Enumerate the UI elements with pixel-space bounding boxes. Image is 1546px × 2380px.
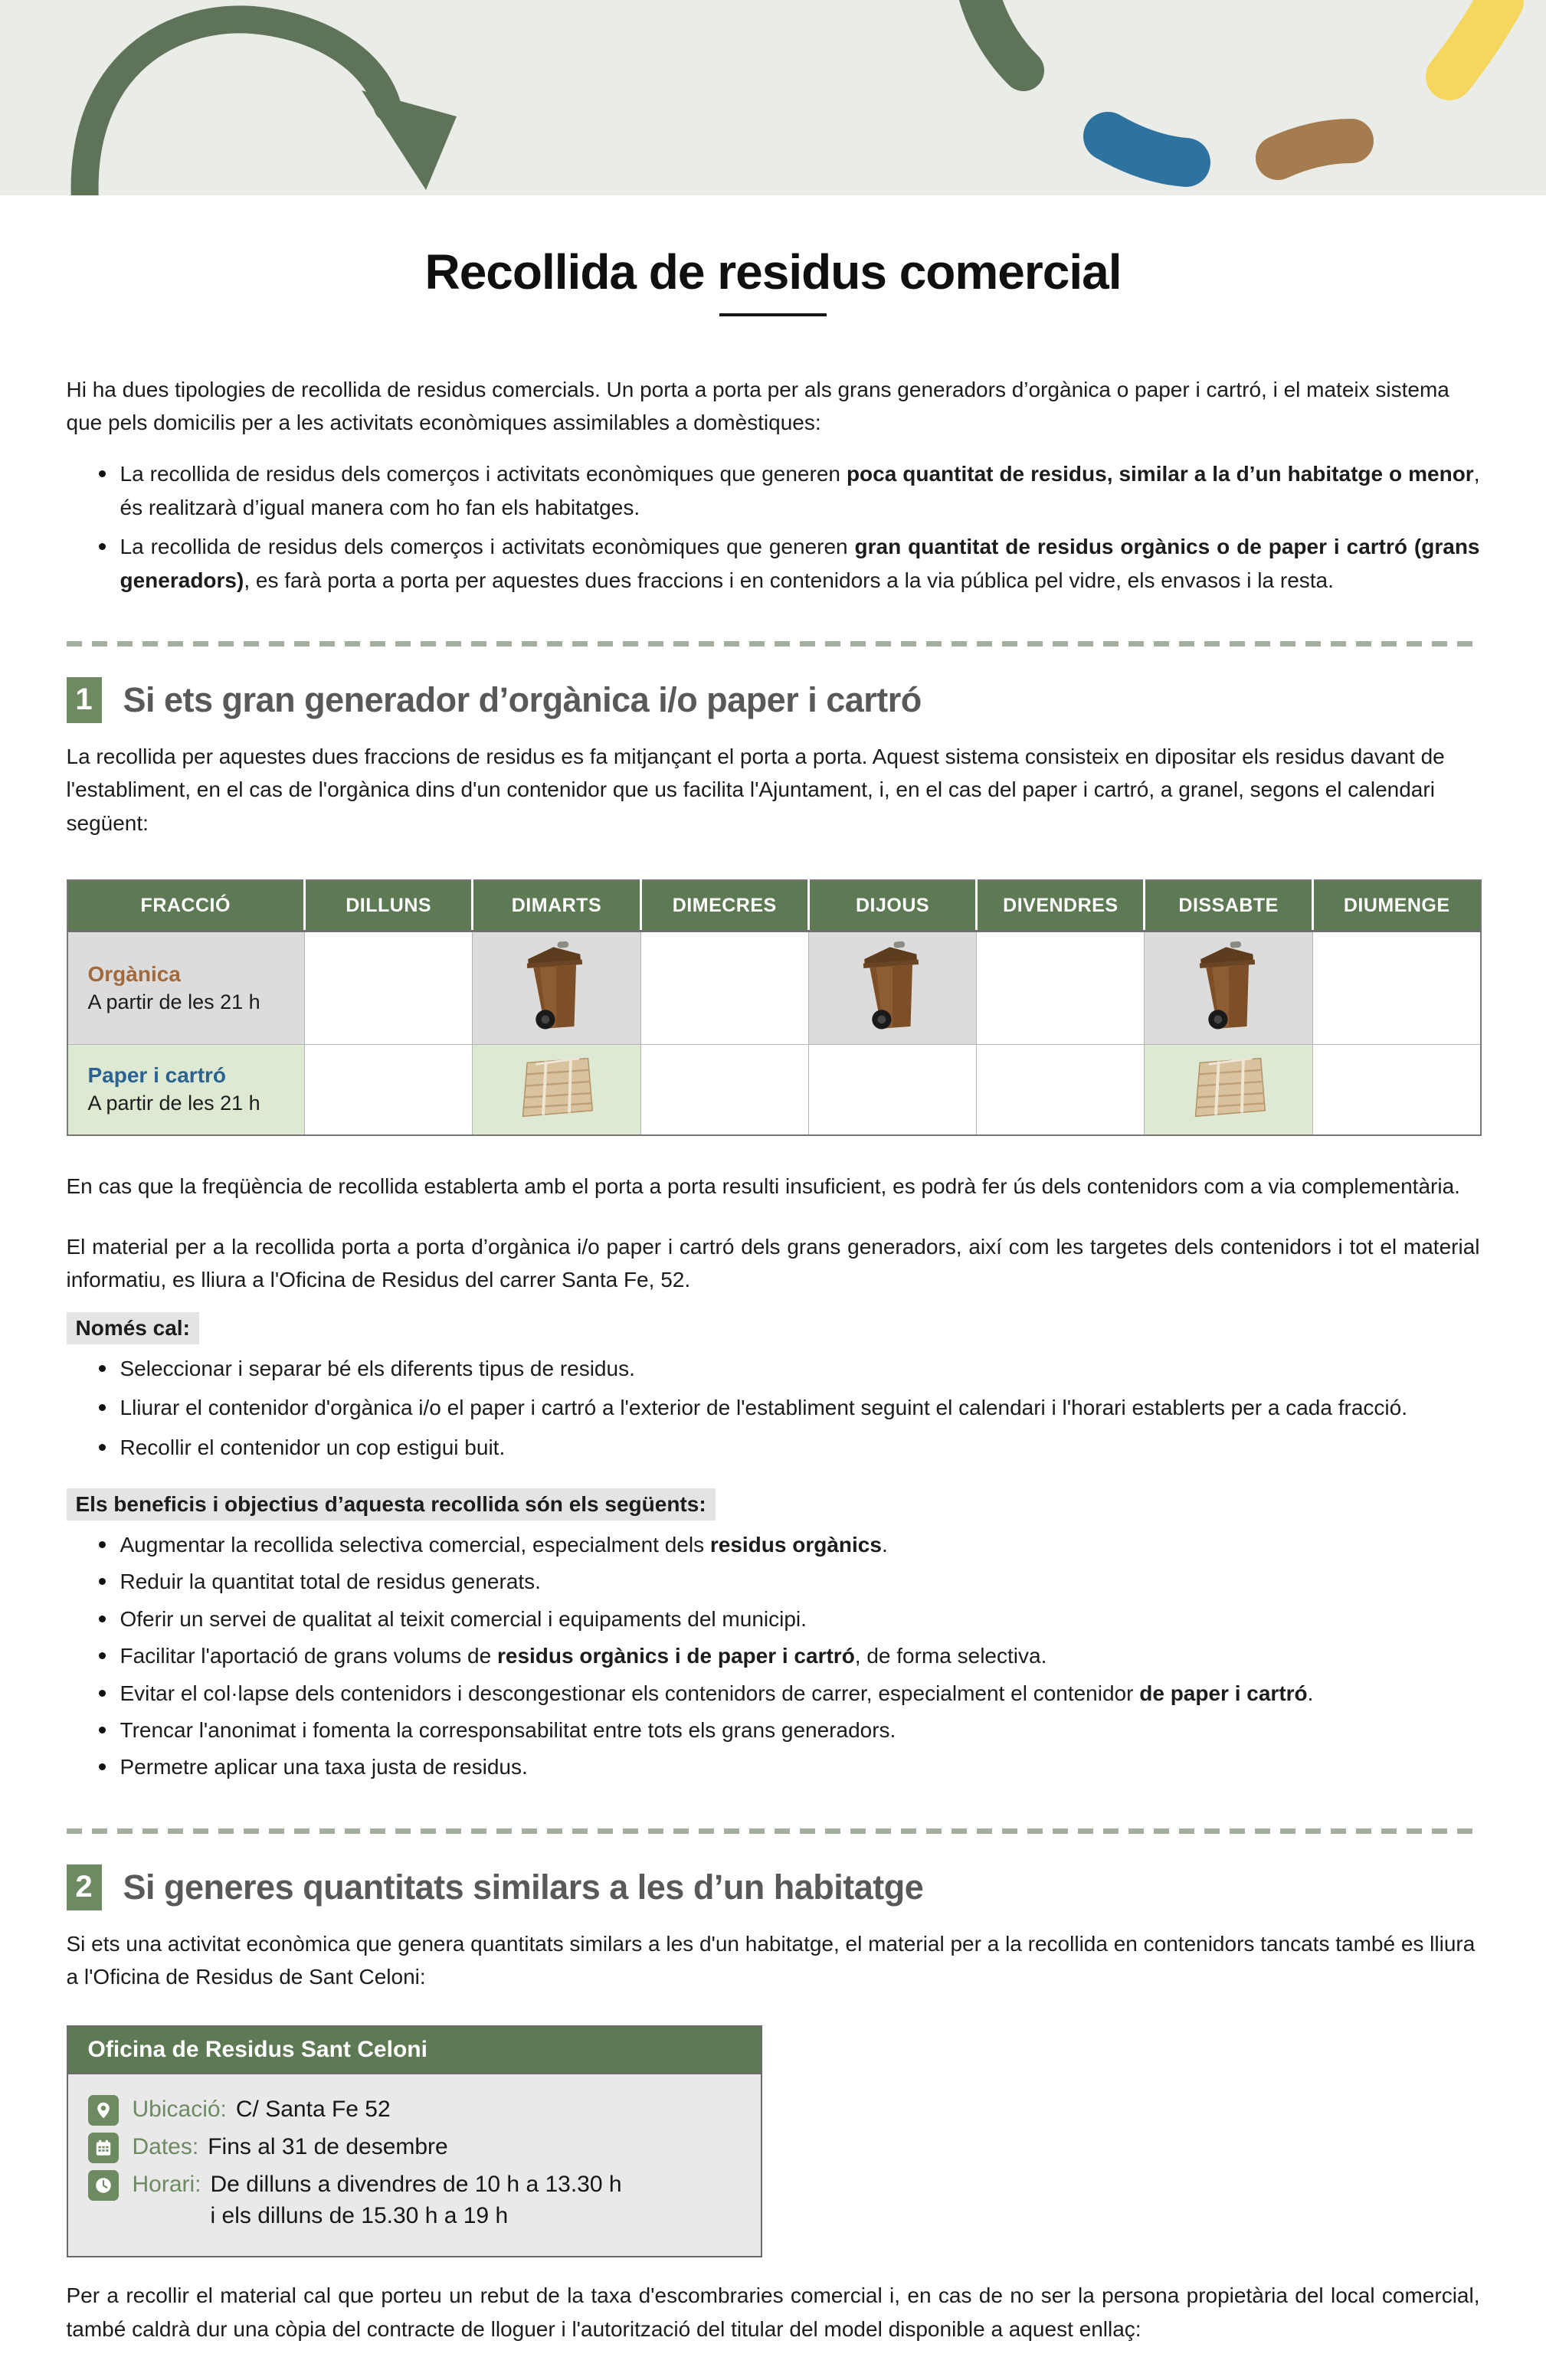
calendar-row: [67, 1045, 1481, 1135]
empty-day-cell: [305, 1045, 473, 1135]
calendar-header-cell: DILLUNS: [305, 880, 473, 931]
outro-paragraph: Per a recollir el material cal que porteu un rebut de la taxa d'escombraries comercial i, en cas de no ser la persona propietària del local comercial, també caldrà dur una còpia del contracte de lloguer i l'autorització del titular del model disponible a aquest enllaç:: [66, 2283, 1480, 2341]
list-item: Recollir el contenidor un cop estigui buit.: [97, 1431, 1480, 1464]
decorative-hero-banner: [0, 0, 1546, 195]
office-card: [67, 2025, 762, 2257]
calendar-header-cell: DISSABTE: [1145, 880, 1312, 931]
collection-day-cell: [1145, 1045, 1312, 1135]
list-item: Augmentar la recollida selectiva comercial, especialment dels residus orgànics.: [97, 1528, 1480, 1561]
empty-day-cell: [977, 1045, 1145, 1135]
empty-day-cell: [305, 931, 473, 1045]
empty-day-cell: [977, 931, 1145, 1045]
office-card-title: Oficina de Residus Sant Celoni: [68, 2027, 761, 2074]
calendar-header-cell: DIMARTS: [473, 880, 640, 931]
collection-day-cell: [808, 931, 976, 1045]
brown-bin-icon: [858, 941, 927, 1032]
curved-arrow-head-icon: [362, 90, 457, 190]
section1-header: [67, 677, 1480, 723]
list-item: Evitar el col·lapse dels contenidors i descongestionar els contenidors de carrer, especialment el contenidor de paper i cartró.: [97, 1677, 1480, 1710]
calendar-row: [67, 931, 1481, 1045]
section2-heading: Si generes quantitats similars a les d’un habitatge: [123, 1867, 924, 1907]
office-row-label: Dates:: [132, 2134, 199, 2160]
fraction-schedule: A partir de les 21 h: [87, 990, 260, 1014]
intro-paragraph: Hi ha dues tipologies de recollida de residus comercials. Un porta a porta per als grans generadors d’orgànica o paper i cartró, i el mateix sistema que pels domicilis per a les activitats econòmiques assimilables a domèstiques:: [66, 377, 1449, 434]
list-item: La recollida de residus dels comerços i activitats econòmiques que generen poca quantitat de residus, similar a la d’un habitatge o menor, és realitzarà d’igual manera com ho fan els habitatges.: [97, 457, 1480, 524]
list-item: Trencar l'anonimat i fomenta la corresponsabilitat entre tots els grans generadors.: [97, 1714, 1480, 1747]
calendar-header-cell: FRACCIÓ: [67, 880, 305, 931]
section-habitatge: [67, 1864, 1480, 2346]
cardboard-bundle-icon: [1188, 1054, 1269, 1121]
office-info-row: [88, 2169, 741, 2231]
office-card-body: [68, 2074, 761, 2256]
only-need-list: [67, 1352, 1480, 1464]
fraction-label-cell: [67, 931, 305, 1045]
empty-day-cell: [1312, 1045, 1480, 1135]
section2-intro: Si ets una activitat econòmica que genera quantitats similars a les d'un habitatge, el material per a la recollida en contenidors tancats també es lliura a l'Oficina de Residus de Sant Celoni:: [66, 1931, 1476, 1989]
benefits-label: Els beneficis i objectius d’aquesta recollida són els següents:: [67, 1488, 716, 1521]
curved-arrow-icon: [85, 19, 388, 195]
fraction-label-cell: [67, 1045, 305, 1135]
brown-bin-icon: [522, 941, 591, 1032]
collection-day-cell: [473, 931, 640, 1045]
calendar-icon: [93, 2138, 113, 2158]
office-row-label: Ubicació:: [132, 2097, 227, 2123]
brown-bin-icon: [1194, 941, 1263, 1032]
list-item: Permetre aplicar una taxa justa de residus.: [97, 1750, 1480, 1783]
section-gran-generador: [67, 677, 1480, 1784]
location-pin-box: [88, 2095, 119, 2126]
clock-box: [88, 2170, 119, 2201]
empty-day-cell: [640, 931, 808, 1045]
containers-note: En cas que la freqüència de recollida establerta amb el porta a porta resulti insuficient, es podrà fer ús dels contenidors com a via complementària.: [66, 1174, 1460, 1198]
section1-number-badge: 1: [67, 677, 102, 723]
section2-header: [67, 1864, 1480, 1910]
calendar-header-cell: DIMECRES: [640, 880, 808, 931]
collection-day-cell: [1145, 931, 1312, 1045]
blue-brush-stroke-icon: [1108, 136, 1186, 162]
material-pickup-note: El material per a la recollida porta a porta d’orgànica i/o paper i cartró dels grans generadors, així com les targetes dels contenidors i tot el material informatiu, es lliura a l'Oficina de Residus del carrer Santa Fe, 52.: [66, 1235, 1480, 1292]
dashed-divider: [67, 1828, 1480, 1834]
calendar-header-cell: DIUMENGE: [1312, 880, 1480, 931]
benefits-list: [67, 1528, 1480, 1784]
cardboard-bundle-icon: [516, 1054, 597, 1121]
page-title: Recollida de residus comercial: [424, 244, 1122, 300]
section1-heading: Si ets gran generador d’orgànica i/o paper i cartró: [123, 679, 922, 719]
office-info-row: [88, 2132, 741, 2163]
fraction-name: Paper i cartró: [87, 1063, 227, 1088]
title-underline: [719, 313, 827, 316]
office-row-value: De dilluns a divendres de 10 h a 13.30 h i els dilluns de 15.30 h a 19 h: [210, 2172, 622, 2228]
only-need-label: Només cal:: [67, 1312, 199, 1344]
calendar-header-cell: DIVENDRES: [977, 880, 1145, 931]
yellow-brush-stroke-icon: [1449, 2, 1500, 77]
calendar-box: [88, 2133, 119, 2163]
list-item: Facilitar l'aportació de grans volums de residus orgànics i de paper i cartró, de forma selectiva.: [97, 1639, 1480, 1672]
fraction-schedule: A partir de les 21 h: [87, 1092, 260, 1115]
calendar-header-cell: DIJOUS: [808, 880, 976, 931]
empty-day-cell: [640, 1045, 808, 1135]
green-brush-stroke-icon: [974, 0, 1024, 70]
fraction-name: Orgànica: [87, 962, 181, 987]
section1-intro: La recollida per aquestes dues fraccions de residus es fa mitjançant el porta a porta. Aquest sistema consisteix en dipositar els residus davant de l'establiment, en el cas de l'orgànica dins d'un contenidor que us facilita l'Ajuntament, i, en el cas del paper i cartró, a granel, segons el calendari següent:: [66, 744, 1445, 835]
list-item: Seleccionar i separar bé els diferents tipus de residus.: [97, 1352, 1480, 1385]
list-item: Oferir un servei de qualitat al teixit comercial i equipaments del municipi.: [97, 1602, 1480, 1635]
office-row-value: Fins al 31 de desembre: [208, 2134, 448, 2160]
clock-icon: [93, 2175, 113, 2195]
dashed-divider: [67, 641, 1480, 647]
office-row-label: Horari:: [132, 2172, 201, 2198]
section2-number-badge: 2: [67, 1864, 102, 1910]
empty-day-cell: [1312, 931, 1480, 1045]
collection-calendar-table: [67, 879, 1482, 1136]
collection-day-cell: [473, 1045, 640, 1135]
office-info-row: [88, 2094, 741, 2126]
list-item: La recollida de residus dels comerços i activitats econòmiques que generen gran quantitat de residus orgànics o de paper i cartró (grans generadors), es farà porta a porta per aquestes dues fraccions i en contenidors a la via pública pel vidre, els envasos i la resta.: [97, 530, 1480, 597]
location-pin-icon: [93, 2100, 113, 2120]
intro-bullet-list: [67, 457, 1480, 597]
empty-day-cell: [808, 1045, 976, 1135]
brown-brush-stroke-icon: [1278, 141, 1351, 158]
list-item: Lliurar el contenidor d'orgànica i/o el paper i cartró a l'exterior de l'establiment seguint el calendari i l'horari establerts per a cada fracció.: [97, 1391, 1480, 1424]
list-item: Reduir la quantitat total de residus generats.: [97, 1565, 1480, 1598]
hero-doodles: [0, 0, 1546, 195]
office-row-value: C/ Santa Fe 52: [235, 2097, 391, 2123]
